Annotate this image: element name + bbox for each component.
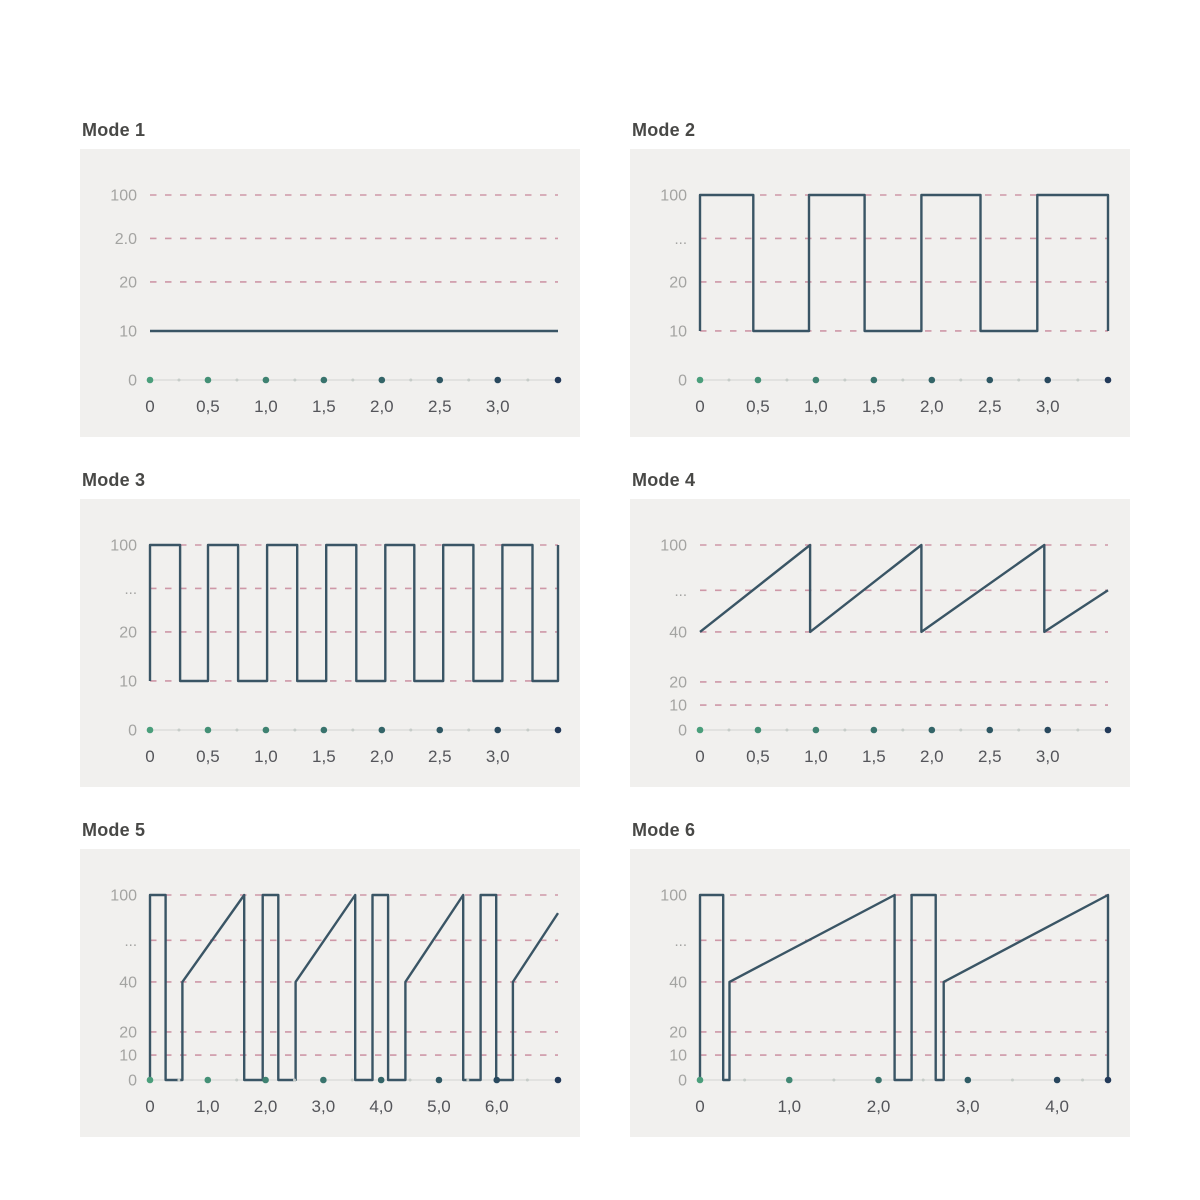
chart-title-mode-5: Mode 5 (82, 820, 146, 840)
chart-cell-mode-2 (630, 120, 1130, 437)
axis-major-dot (965, 1077, 972, 1084)
x-tick-label: 1,0 (195, 1097, 220, 1116)
y-tick-label: 10 (669, 1047, 687, 1065)
axis-major-dot (263, 727, 270, 734)
axis-major-dot (555, 727, 562, 734)
chart-cell-mode-1 (80, 120, 580, 437)
axis-minor-dot (743, 1079, 746, 1082)
axis-major-dot (697, 727, 704, 734)
axis-major-dot (813, 727, 820, 734)
axis-major-dot (204, 1077, 211, 1084)
x-tick-label: 4,0 (1045, 1097, 1069, 1116)
y-tick-label: 100 (660, 537, 687, 555)
y-tick-label: 100 (110, 887, 137, 905)
y-tick-label: 20 (119, 274, 137, 292)
axis-major-dot (986, 727, 993, 734)
chart-panel-mode-1 (80, 149, 580, 437)
x-tick-label: 0,5 (746, 397, 770, 416)
axis-major-dot (379, 727, 386, 734)
axis-minor-dot (832, 1079, 835, 1082)
axis-minor-dot (177, 379, 180, 382)
axis-major-dot (1105, 377, 1112, 384)
x-tick-label: 0 (145, 1097, 155, 1116)
x-tick-label: 3,0 (1035, 397, 1060, 416)
axis-major-dot (875, 1077, 882, 1084)
axis-minor-dot (293, 379, 296, 382)
axis-major-dot (378, 1077, 385, 1084)
x-tick-label: 1,0 (804, 397, 828, 416)
axis-major-dot (263, 377, 270, 384)
x-tick-label: 1,5 (312, 397, 336, 416)
axis-major-dot (321, 377, 328, 384)
y-tick-label: 20 (669, 674, 687, 692)
axis-major-dot (813, 377, 820, 384)
x-tick-label: 3,0 (311, 1097, 336, 1116)
x-tick-label: 3,0 (956, 1097, 980, 1116)
chart-cell-mode-4 (630, 470, 1130, 787)
y-tick-label: 0 (678, 722, 687, 740)
x-tick-label: 3,0 (1035, 747, 1060, 766)
axis-minor-dot (1081, 1079, 1084, 1082)
axis-minor-dot (727, 729, 730, 732)
x-tick-label: 2,0 (866, 1097, 891, 1116)
axis-minor-dot (785, 729, 788, 732)
x-tick-label: 5,0 (427, 1097, 451, 1116)
waveform-path (700, 545, 1108, 632)
chart-cell-mode-6 (630, 820, 1130, 1137)
y-tick-label: 100 (660, 187, 687, 205)
axis-major-dot (1044, 727, 1051, 734)
chart-panel-mode-6 (630, 849, 1130, 1137)
axis-major-dot (1054, 1077, 1061, 1084)
axis-minor-dot (901, 729, 904, 732)
axis-minor-dot (526, 729, 529, 732)
chart-title-mode-6: Mode 6 (632, 820, 696, 840)
axis-minor-dot (922, 1079, 925, 1082)
x-tick-label: 2,0 (369, 397, 394, 416)
chart-panel-mode-5 (80, 849, 580, 1137)
axis-major-dot (871, 377, 878, 384)
x-tick-label: 0 (145, 747, 155, 766)
chart-panel-mode-4 (630, 499, 1130, 787)
axis-major-dot (147, 727, 154, 734)
axis-minor-dot (177, 1079, 180, 1082)
x-tick-label: 2,0 (919, 747, 944, 766)
axis-major-dot (379, 377, 386, 384)
y-tick-label: 10 (119, 323, 137, 341)
chart-cell-mode-5 (80, 820, 580, 1137)
x-tick-label: 1,5 (862, 397, 886, 416)
x-tick-label: 2,0 (253, 1097, 278, 1116)
axis-major-dot (436, 727, 443, 734)
x-tick-label: 0 (145, 397, 155, 416)
axis-minor-dot (1076, 379, 1079, 382)
y-tick-label: 2.0 (114, 230, 137, 248)
y-tick-label: 100 (660, 887, 687, 905)
axis-major-dot (929, 377, 936, 384)
x-tick-label: 3,0 (485, 747, 510, 766)
x-tick-label: 2,0 (919, 397, 944, 416)
axis-minor-dot (235, 1079, 238, 1082)
axis-major-dot (1105, 727, 1112, 734)
x-tick-label: 1,0 (254, 747, 278, 766)
waveform-path (700, 895, 1108, 1080)
y-tick-label: 40 (669, 624, 687, 642)
axis-minor-dot (1017, 379, 1020, 382)
axis-major-dot (147, 1077, 154, 1084)
axis-minor-dot (1011, 1079, 1014, 1082)
axis-major-dot (205, 727, 212, 734)
axis-minor-dot (526, 379, 529, 382)
axis-minor-dot (235, 729, 238, 732)
axis-minor-dot (843, 729, 846, 732)
axis-major-dot (786, 1077, 793, 1084)
axis-minor-dot (293, 1079, 296, 1082)
chart-title-mode-1: Mode 1 (82, 120, 146, 140)
x-tick-label: 4,0 (369, 1097, 393, 1116)
chart-panel-mode-3 (80, 499, 580, 787)
waveform-path (150, 545, 558, 681)
axis-minor-dot (785, 379, 788, 382)
axis-major-dot (147, 377, 154, 384)
chart-title-mode-2: Mode 2 (632, 120, 696, 140)
axis-minor-dot (1076, 729, 1079, 732)
axis-major-dot (986, 377, 993, 384)
axis-major-dot (320, 1077, 327, 1084)
axis-minor-dot (901, 379, 904, 382)
x-tick-label: 2,5 (427, 397, 452, 416)
x-tick-label: 6,0 (484, 1097, 509, 1116)
axis-minor-dot (959, 729, 962, 732)
axis-minor-dot (177, 729, 180, 732)
x-tick-label: 0,5 (196, 747, 220, 766)
axis-minor-dot (409, 729, 412, 732)
waveform-path (150, 895, 558, 1080)
x-tick-label: 0 (695, 397, 705, 416)
axis-minor-dot (351, 1079, 354, 1082)
chart-title-mode-4: Mode 4 (632, 470, 696, 490)
axis-major-dot (205, 377, 212, 384)
y-tick-label: ... (124, 932, 137, 950)
axis-major-dot (555, 1077, 562, 1084)
waveform-path (700, 195, 1108, 331)
y-tick-label: 10 (669, 697, 687, 715)
x-tick-label: 1,5 (312, 747, 336, 766)
axis-minor-dot (293, 729, 296, 732)
axis-major-dot (871, 727, 878, 734)
x-tick-label: 0,5 (746, 747, 770, 766)
axis-major-dot (494, 727, 501, 734)
x-tick-label: 1,5 (862, 747, 886, 766)
axis-minor-dot (467, 729, 470, 732)
y-tick-label: 0 (128, 722, 137, 740)
axis-major-dot (929, 727, 936, 734)
y-tick-label: 0 (678, 1072, 687, 1090)
axis-major-dot (436, 1077, 443, 1084)
axis-minor-dot (526, 1079, 529, 1082)
axis-minor-dot (235, 379, 238, 382)
y-tick-label: ... (124, 580, 137, 598)
axis-major-dot (436, 377, 443, 384)
y-tick-label: ... (674, 932, 687, 950)
y-tick-label: 20 (669, 1024, 687, 1042)
x-tick-label: 2,5 (427, 747, 452, 766)
x-tick-label: 2,5 (977, 747, 1002, 766)
y-tick-label: 10 (119, 1047, 137, 1065)
y-tick-label: 0 (678, 372, 687, 390)
chart-panel-mode-2 (630, 149, 1130, 437)
chart-title-mode-3: Mode 3 (82, 470, 146, 490)
x-tick-label: 1,0 (254, 397, 278, 416)
axis-major-dot (494, 377, 501, 384)
x-tick-label: 1,0 (777, 1097, 802, 1116)
axis-minor-dot (843, 379, 846, 382)
axis-major-dot (321, 727, 328, 734)
axis-minor-dot (351, 379, 354, 382)
axis-major-dot (755, 727, 762, 734)
axis-major-dot (493, 1077, 500, 1084)
axis-major-dot (555, 377, 562, 384)
charts-grid (80, 120, 1130, 1137)
y-tick-label: 10 (119, 673, 137, 691)
axis-major-dot (697, 377, 704, 384)
y-tick-label: 20 (119, 1024, 137, 1042)
axis-major-dot (755, 377, 762, 384)
x-tick-label: 0,5 (196, 397, 220, 416)
y-tick-label: 100 (110, 187, 137, 205)
axis-minor-dot (959, 379, 962, 382)
axis-minor-dot (409, 1079, 412, 1082)
x-tick-label: 2,0 (369, 747, 394, 766)
axis-minor-dot (1017, 729, 1020, 732)
axis-minor-dot (727, 379, 730, 382)
x-tick-label: 0 (695, 747, 705, 766)
axis-minor-dot (409, 379, 412, 382)
axis-minor-dot (466, 1079, 469, 1082)
y-tick-label: 40 (119, 974, 137, 992)
y-tick-label: 0 (128, 1072, 137, 1090)
x-tick-label: 3,0 (485, 397, 510, 416)
axis-major-dot (1044, 377, 1051, 384)
axis-minor-dot (351, 729, 354, 732)
y-tick-label: 10 (669, 323, 687, 341)
y-tick-label: ... (674, 230, 687, 248)
y-tick-label: 20 (669, 274, 687, 292)
y-tick-label: 20 (119, 624, 137, 642)
x-tick-label: 0 (695, 1097, 705, 1116)
axis-major-dot (697, 1077, 704, 1084)
axis-major-dot (262, 1077, 269, 1084)
y-tick-label: 0 (128, 372, 137, 390)
axis-major-dot (1105, 1077, 1112, 1084)
y-tick-label: ... (674, 582, 687, 600)
axis-minor-dot (467, 379, 470, 382)
x-tick-label: 2,5 (977, 397, 1002, 416)
y-tick-label: 100 (110, 537, 137, 555)
chart-cell-mode-3 (80, 470, 580, 787)
x-tick-label: 1,0 (804, 747, 828, 766)
y-tick-label: 40 (669, 974, 687, 992)
